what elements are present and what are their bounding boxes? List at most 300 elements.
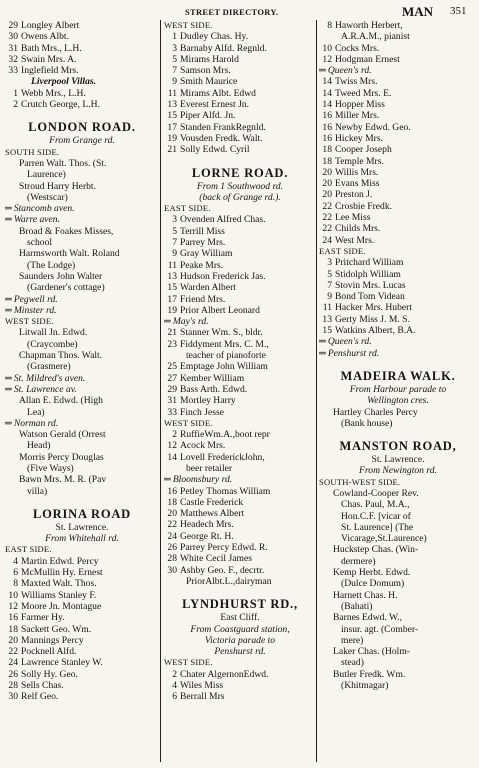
directory-entry (164, 248, 316, 259)
resident-name: Friend Mrs. (180, 293, 226, 305)
house-number: 31 (8, 42, 18, 54)
side-heading: SOUTH-WEST SIDE. (319, 476, 401, 487)
directory-entry (5, 657, 159, 668)
resident-name: Smith Maurice (180, 76, 238, 88)
resident-name: Temple Mrs. (335, 155, 384, 167)
road-heading: MANSTON ROAD, (339, 439, 457, 454)
directory-entry (164, 361, 316, 372)
house-number: 22 (167, 519, 177, 531)
resident-name: George Rt. H. (180, 530, 234, 542)
directory-entry (164, 133, 316, 144)
cross-street: ═ Warre aven. (5, 214, 159, 225)
house-number: 33 (8, 65, 18, 77)
house-number: 3 (172, 42, 177, 54)
resident-name: Vousden Fredk. Walt. (180, 132, 263, 144)
resident-name: Warden Albert (180, 282, 236, 294)
directory-entry (319, 223, 477, 234)
entry-continuation: Laurence) (27, 169, 66, 181)
resident-name: Bond Tom Videan (335, 291, 405, 303)
directory-entry (5, 43, 159, 54)
resident-name: Cooper Joseph (335, 144, 392, 156)
resident-name: Hopper Miss (335, 99, 385, 111)
road-district: East Cliff. (220, 612, 260, 624)
road-district: St. Lawrence. (371, 454, 425, 466)
house-number: 20 (322, 166, 332, 178)
cross-street: ═ Norman rd. (5, 418, 159, 429)
entry-name: Kemp Herbt. Edwd. (333, 567, 411, 579)
entry-continuation: Lea) (27, 406, 45, 418)
house-number: 16 (322, 121, 332, 133)
directory-entry (164, 519, 316, 530)
entry-continuation: (Grasmere) (27, 361, 71, 373)
entry-name: Bawn Mrs. M. R. (Pav (19, 474, 107, 486)
house-number: 19 (167, 304, 177, 316)
road-district: St. Lawrence. (55, 521, 109, 533)
entry-name: Watson Gerald (Orrest (19, 429, 106, 441)
directory-entry (5, 65, 159, 76)
directory-entry (319, 54, 477, 65)
road-route: From Newington rd. (359, 465, 437, 477)
resident-name: Prior Albert Leonard (180, 304, 260, 316)
resident-name: Piper Alfd. Jn. (180, 110, 236, 122)
directory-entry (5, 624, 159, 635)
directory-entry (5, 612, 159, 623)
directory-entry (5, 99, 159, 110)
resident-name: Newby Edwd. Geo. (335, 121, 411, 133)
house-number: 13 (167, 270, 177, 282)
villa-heading: Liverpool Villas. (31, 76, 97, 88)
directory-entry (164, 553, 316, 564)
entry-continuation: Head) (27, 440, 51, 452)
directory-entry (319, 88, 477, 99)
house-number: 11 (167, 259, 177, 271)
directory-entry (5, 556, 159, 567)
entry-continuation: mere) (341, 634, 364, 646)
directory-entry (164, 452, 316, 463)
directory-entry (319, 325, 477, 336)
house-number: 7 (327, 279, 332, 291)
resident-name: Hickey Mrs. (335, 132, 383, 144)
column-middle (164, 20, 316, 703)
cross-street: ═ Minster rd. (5, 305, 159, 316)
road-heading: LYNDHURST RD., (182, 597, 298, 612)
directory-entry (164, 31, 316, 42)
resident-name: Petley Thomas William (180, 485, 271, 497)
road-heading: LORINA ROAD (32, 506, 132, 521)
house-number: 17 (167, 293, 177, 305)
resident-name: Farmer Hy. (21, 612, 65, 624)
house-number: 22 (322, 200, 332, 212)
cross-street: ═ Queen's rd. (319, 336, 477, 347)
directory-entry (5, 669, 159, 680)
resident-name: Everest Ernest Jn. (180, 99, 250, 111)
house-number: 16 (8, 612, 18, 624)
house-number: 27 (167, 372, 177, 384)
house-number: 5 (172, 225, 177, 237)
directory-entry (319, 20, 477, 31)
house-number: 23 (167, 338, 177, 350)
road-route: From 1 Southwood rd. (196, 180, 284, 192)
directory-entry (5, 691, 159, 702)
directory-entry (319, 99, 477, 110)
house-number: 26 (8, 668, 18, 680)
resident-name: Lovell FrederickJohn, (180, 451, 265, 463)
cross-street: ═ Penshurst rd. (319, 348, 477, 359)
entry-continuation: PriorAlbt.L.,dairyman (186, 575, 272, 587)
resident-name: Hacker Mrs. Hubert (335, 302, 412, 314)
house-number: 31 (167, 395, 177, 407)
house-number: 2 (172, 668, 177, 680)
house-number: 30 (8, 31, 18, 43)
resident-name: Parrey Percy Edwd. R. (180, 542, 268, 554)
resident-name: Peake Mrs. (180, 259, 224, 271)
house-number: 8 (13, 578, 18, 590)
entry-name: Morris Percy Douglas (19, 451, 104, 463)
resident-name: Pritchard William (335, 257, 404, 269)
resident-name: Stovin Mrs. Lucas (335, 279, 406, 291)
page-header (0, 4, 479, 20)
resident-name: Gray William (180, 248, 233, 260)
directory-entry (5, 88, 159, 99)
resident-name: Maxted Walt. Thos. (21, 578, 97, 590)
directory-entry (319, 212, 477, 223)
side-heading: WEST SIDE. (5, 316, 54, 327)
resident-name: Twiss Mrs. (335, 76, 378, 88)
resident-name: Inglefield Mrs. (21, 65, 79, 77)
directory-entry (319, 257, 477, 268)
resident-name: Stanner Wm. S., bldr. (180, 327, 263, 339)
directory-entry (5, 646, 159, 657)
entry-continuation: (Dulce Domum) (341, 578, 405, 590)
resident-name: Miller Mrs. (335, 110, 380, 122)
house-number: 32 (8, 53, 18, 65)
directory-entry (319, 110, 477, 121)
house-number: 8 (327, 20, 332, 31)
side-heading: WEST SIDE. (164, 657, 213, 668)
directory-entry (319, 156, 477, 167)
resident-name: Longley Albert (21, 20, 80, 31)
house-number: 3 (327, 257, 332, 269)
column-right (319, 20, 477, 691)
entry-name: Hartley Charles Percy (333, 406, 418, 418)
entry-name: Barnes Edwd. W., (333, 612, 403, 624)
house-number: 5 (172, 53, 177, 65)
house-number: 12 (322, 53, 332, 65)
entry-continuation: Chas. Paul, M.A., (341, 499, 410, 511)
resident-name: Moore Jn. Montague (21, 600, 102, 612)
resident-name: Matthews Albert (180, 508, 245, 520)
resident-name: Ovenden Alfred Chas. (180, 214, 266, 226)
entry-continuation: teacher of pianoforte (186, 350, 266, 362)
side-heading: WEST SIDE. (164, 417, 213, 428)
entry-continuation: (The Lodge) (27, 259, 76, 271)
house-number: 20 (8, 634, 18, 646)
house-number: 19 (167, 132, 177, 144)
directory-entry (5, 54, 159, 65)
house-number: 6 (13, 567, 18, 579)
directory-entry (5, 601, 159, 612)
entry-continuation: (Craycombe) (27, 338, 78, 350)
resident-name: Hudson Frederick Jas. (180, 270, 266, 282)
road-route: From Grange rd. (49, 135, 115, 147)
side-heading: SOUTH SIDE. (5, 146, 60, 157)
house-number: 9 (327, 291, 332, 303)
directory-entry (164, 99, 316, 110)
house-number: 1 (13, 87, 18, 99)
directory-entry (164, 339, 316, 350)
directory-entry (5, 20, 159, 31)
column-left (5, 20, 159, 703)
entry-continuation: (Westscar) (27, 191, 68, 203)
house-number: 14 (322, 99, 332, 111)
entry-name: Harmsworth Walt. Roland (19, 248, 120, 260)
resident-name: Tweed Mrs. E. (335, 87, 392, 99)
resident-name: Sells Chas. (21, 680, 64, 692)
side-heading: WEST SIDE. (164, 20, 213, 30)
house-number: 33 (167, 406, 177, 418)
directory-entry (319, 178, 477, 189)
house-number: 6 (172, 691, 177, 703)
house-number: 9 (172, 248, 177, 260)
entry-name: Laker Chas. (Holm- (333, 646, 410, 658)
house-number: 13 (167, 99, 177, 111)
entry-name: Chapman Thos. Walt. (19, 350, 103, 362)
directory-entry (5, 635, 159, 646)
house-number: 24 (322, 234, 332, 246)
resident-name: Headech Mrs. (180, 519, 234, 531)
house-number: 16 (322, 110, 332, 122)
directory-entry (164, 497, 316, 508)
house-number: 4 (172, 680, 177, 692)
house-number: 18 (322, 155, 332, 167)
resident-name: Owens Albt. (21, 31, 69, 43)
directory-entry (319, 43, 477, 54)
resident-name: Stidolph William (335, 268, 401, 280)
directory-entry (5, 567, 159, 578)
resident-name: Emptage John William (180, 361, 268, 373)
directory-entry (164, 407, 316, 418)
entry-continuation: Hon.C.F. [vicar of (341, 510, 411, 522)
road-route: From Coastguard station, (190, 623, 290, 635)
entry-name: Allan E. Edwd. (High (19, 395, 103, 407)
directory-entry (164, 260, 316, 271)
house-number: 1 (172, 31, 177, 43)
directory-entry (5, 578, 159, 589)
house-number: 7 (172, 237, 177, 249)
directory-entry (164, 237, 316, 248)
road-route: From Harbour parade to (349, 383, 447, 395)
resident-name: Acock Mrs. (180, 440, 226, 452)
resident-name: Pocknell Alfd. (21, 646, 77, 658)
directory-entry (319, 189, 477, 200)
resident-name: West Mrs. (335, 234, 375, 246)
resident-name: Kember William (180, 372, 245, 384)
entry-name: Cowland-Cooper Rev. (333, 487, 419, 499)
house-number: 4 (13, 555, 18, 567)
entry-continuation: A.R.A.M., pianist (341, 31, 410, 43)
road-route: Penshurst rd. (214, 646, 266, 658)
resident-name: Relf Geo. (21, 691, 59, 703)
house-number: 9 (172, 76, 177, 88)
resident-name: Martin Edwd. Percy (21, 555, 99, 567)
resident-name: Sackett Geo. Wm. (21, 623, 92, 635)
entry-continuation: (Bahati) (341, 600, 373, 612)
directory-entry (319, 302, 477, 313)
directory-entry (164, 43, 316, 54)
spacer (5, 497, 159, 502)
house-number: 21 (167, 144, 177, 156)
resident-name: Parrey Mrs. (180, 237, 226, 249)
spacer (5, 110, 159, 115)
house-number: 10 (322, 42, 332, 54)
house-number: 28 (8, 680, 18, 692)
house-number: 18 (322, 144, 332, 156)
directory-entry (164, 305, 316, 316)
house-number: 24 (167, 530, 177, 542)
directory-entry (164, 271, 316, 282)
directory-entry (319, 76, 477, 87)
house-number: 25 (167, 361, 177, 373)
road-heading: LONDON ROAD. (28, 120, 136, 135)
house-number: 7 (172, 65, 177, 77)
directory-entry (164, 531, 316, 542)
house-number: 20 (167, 508, 177, 520)
entry-continuation: (Khitmagar) (341, 680, 389, 692)
house-number: 22 (322, 212, 332, 224)
entry-name: Parren Walt. Thos. (St. (19, 157, 107, 169)
resident-name: Ashby Geo. F., decrtr. (180, 564, 265, 576)
directory-entry (164, 144, 316, 155)
directory-entry (319, 314, 477, 325)
resident-name: Lee Miss (335, 212, 371, 224)
cross-street: ═ Stancomb aven. (5, 203, 159, 214)
directory-entry (319, 269, 477, 280)
spacer (164, 156, 316, 161)
resident-name: White Cecil James (180, 553, 252, 565)
cross-street: ═ Pegwell rd. (5, 294, 159, 305)
resident-name: Cocks Mrs. (335, 42, 380, 54)
spacer (319, 429, 477, 434)
entry-name: Harnett Chas. H. (333, 589, 398, 601)
resident-name: Childs Mrs. (335, 223, 381, 235)
entry-name: Huckstep Chas. (Win- (333, 544, 419, 556)
house-number: 13 (322, 313, 332, 325)
house-number: 14 (322, 76, 332, 88)
cross-street: ═ Queen's rd. (319, 65, 477, 76)
house-number: 16 (322, 132, 332, 144)
column-divider (160, 20, 161, 762)
directory-entry (164, 110, 316, 121)
house-number: 5 (327, 268, 332, 280)
house-number: 11 (167, 87, 177, 99)
house-number: 12 (8, 600, 18, 612)
resident-name: Castle Frederick (180, 496, 244, 508)
house-number: 12 (167, 440, 177, 452)
directory-entry (319, 291, 477, 302)
directory-entry (164, 327, 316, 338)
resident-name: Solly Hy. Geo. (21, 668, 78, 680)
directory-entry (164, 384, 316, 395)
house-number: 24 (8, 657, 18, 669)
directory-entry (164, 440, 316, 451)
directory-entry (164, 88, 316, 99)
entry-continuation: beer retailer (186, 462, 233, 474)
side-heading: EAST SIDE. (164, 203, 211, 214)
spacer (164, 587, 316, 592)
house-number: 28 (167, 553, 177, 565)
directory-entry (164, 429, 316, 440)
spacer (319, 359, 477, 364)
entry-continuation: school (27, 237, 53, 249)
road-route: From Whitehall rd. (45, 533, 119, 545)
directory-entry (5, 590, 159, 601)
resident-name: Watkins Albert, B.A. (335, 325, 416, 337)
side-heading: EAST SIDE. (319, 245, 366, 256)
resident-name: Standen FrankRegnld. (180, 121, 266, 133)
road-route: (back of Grange rd.). (199, 191, 281, 203)
house-number: 22 (8, 646, 18, 658)
entry-continuation: St. Laurence] (The (341, 521, 414, 533)
resident-name: Finch Jesse (180, 406, 224, 418)
directory-title: STREET DIRECTORY. (185, 7, 279, 17)
resident-name: Swain Mrs. A. (21, 53, 77, 65)
directory-entry (319, 280, 477, 291)
cross-street: ═ St. Mildred's aven. (5, 373, 159, 384)
house-number: 15 (322, 325, 332, 337)
cross-street: ═ Bloomsbury rd. (164, 474, 316, 485)
resident-name: Solly Edwd. Cyril (180, 144, 250, 156)
directory-entry (164, 282, 316, 293)
house-number: 15 (167, 282, 177, 294)
resident-name: Preston J. (335, 189, 373, 201)
resident-name: Fiddyment Mrs. C. M., (180, 338, 269, 350)
resident-name: Lawrence Stanley W. (21, 657, 103, 669)
directory-entry (164, 565, 316, 576)
directory-entry (164, 122, 316, 133)
house-number: 14 (322, 87, 332, 99)
resident-name: Evans Miss (335, 178, 380, 190)
resident-name: Bath Mrs., L.H. (21, 42, 82, 54)
directory-entry (164, 691, 316, 702)
entry-name: Broad & Foakes Misses, (19, 225, 114, 237)
entry-continuation: (Bank house) (341, 417, 393, 429)
road-heading: MADEIRA WALK. (340, 368, 456, 383)
house-number: 26 (167, 542, 177, 554)
resident-name: Wiles Miss (180, 680, 224, 692)
resident-name: Williams Stanley F. (21, 589, 97, 601)
resident-name: Dudley Chas. Hy. (180, 31, 249, 43)
road-route: Victoria parade to (204, 634, 276, 646)
house-number: 30 (167, 564, 177, 576)
house-number: 15 (167, 110, 177, 122)
directory-entry (319, 144, 477, 155)
resident-name: Haworth Herbert, (335, 20, 403, 31)
resident-name: Mirams Albt. Edwd (180, 87, 256, 99)
house-number: 29 (8, 20, 18, 31)
resident-name: Crosbie Fredk. (335, 200, 393, 212)
directory-entry (164, 226, 316, 237)
directory-entry (164, 76, 316, 87)
directory-entry (319, 133, 477, 144)
road-heading: LORNE ROAD. (191, 165, 289, 180)
directory-entry (319, 235, 477, 246)
entry-continuation: villa) (27, 485, 48, 497)
resident-name: Gerty Miss J. M. S. (335, 313, 410, 325)
road-route: Wellington cres. (367, 395, 429, 407)
resident-name: Chater AlgernonEdwd. (180, 668, 269, 680)
directory-entry (319, 201, 477, 212)
directory-entry (5, 31, 159, 42)
